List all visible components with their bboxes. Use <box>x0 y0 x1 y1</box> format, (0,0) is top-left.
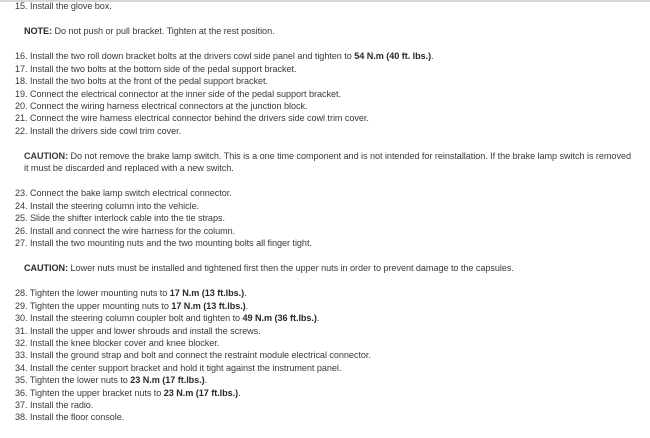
step-text: Install the glove box. <box>29 1 112 11</box>
step-text: Install the steering column into the vehicle. <box>29 200 200 211</box>
step-number: 21. <box>15 113 28 124</box>
step-number: 37. <box>15 399 28 410</box>
step-text: Install the ground strap and bolt and connect the restraint module electrical connector. <box>29 350 371 361</box>
torque-spec: 49 N.m (36 ft.lbs.) <box>242 313 317 324</box>
step-21 <box>15 112 645 124</box>
torque-spec: 23 N.m (17 ft.lbs.) <box>130 375 205 386</box>
step-27 <box>15 237 645 249</box>
step-text: Install the steering column coupler bolt and tighten to 49 N.m (36 ft.lbs.). <box>29 313 320 324</box>
step-text: Install the two bolts at the bottom side of the pedal support bracket. <box>29 63 297 74</box>
step-text: Install the upper and lower shrouds and install the screws. <box>29 325 261 336</box>
step-text: Install the radio. <box>29 399 94 410</box>
step-number: 33. <box>15 350 28 361</box>
note <box>15 25 645 37</box>
torque-spec: 17 N.m (13 ft.lbs.) <box>171 300 246 311</box>
step-text: Connect the wiring harness electrical connectors at the junction block. <box>29 100 308 111</box>
step-number: 16. <box>15 51 28 62</box>
step-number: 34. <box>15 362 28 373</box>
step-number: 36. <box>15 387 28 398</box>
step-29 <box>15 300 645 312</box>
step-number: 31. <box>15 325 28 336</box>
step-number: 19. <box>15 88 28 99</box>
step-number: 18. <box>15 76 28 87</box>
step-text: Install the two roll down bracket bolts at the drivers cowl side panel and tighten to 54 N.m (40 ft. lbs.). <box>29 51 434 62</box>
step-text: Tighten the upper bracket nuts to 23 N.m (17 ft.lbs.). <box>29 387 241 398</box>
step-number: 25. <box>15 213 28 224</box>
step-number: 38. <box>15 412 28 423</box>
step-text: Slide the shifter interlock cable into the tie straps. <box>29 213 225 224</box>
step-30 <box>15 312 645 324</box>
step-19 <box>15 88 645 100</box>
step-number: 17. <box>15 63 28 74</box>
step-text: Tighten the upper mounting nuts to 17 N.m (13 ft.lbs.). <box>29 300 249 311</box>
step-18 <box>15 75 645 87</box>
step-text: Install the center support bracket and hold it tight against the instrument panel. <box>29 362 342 373</box>
step-text: Tighten the lower mounting nuts to 17 N.m (13 ft.lbs.). <box>29 288 247 299</box>
caution-text: Do not remove the brake lamp switch. This is a one time component and is not intended for reinstallation. If the brake lamp switch is removed <box>68 150 631 161</box>
step-number: 23. <box>15 188 28 199</box>
step-24 <box>15 200 645 212</box>
torque-spec: 17 N.m (13 ft.lbs.) <box>169 288 245 299</box>
step-36 <box>15 387 645 399</box>
step-number: 32. <box>15 337 28 348</box>
step-number: 28. <box>15 288 28 299</box>
procedure-document <box>15 0 645 424</box>
step-22 <box>15 125 645 137</box>
caution-brake-lamp-switch <box>15 150 649 175</box>
step-20 <box>15 100 645 112</box>
step-28 <box>15 287 645 299</box>
step-text: Tighten the lower nuts to 23 N.m (17 ft.lbs.). <box>29 375 208 386</box>
caution-label: CAUTION: <box>24 150 69 161</box>
step-text: Connect the wire harness electrical connector behind the drivers side cowl trim cover. <box>29 113 369 124</box>
step-text: Connect the bake lamp switch electrical connector. <box>29 188 232 199</box>
step-text: Connect the electrical connector at the inner side of the pedal support bracket. <box>29 88 341 99</box>
caution-text: Lower nuts must be installed and tightened first then the upper nuts in order to prevent damage to the capsules. <box>68 263 514 274</box>
step-26 <box>15 225 645 237</box>
step-number: 22. <box>15 125 28 136</box>
step-17 <box>15 63 645 75</box>
step-15 <box>15 0 645 12</box>
torque-spec: 54 N.m (40 ft. lbs.) <box>354 51 432 62</box>
caution-lower-nuts <box>15 262 645 274</box>
step-34 <box>15 362 645 374</box>
caution-text-cont: it must be discarded and replaced with a new switch. <box>24 163 234 174</box>
step-text: Install the drivers side cowl trim cover. <box>29 125 182 136</box>
note-label: NOTE: <box>24 26 53 37</box>
step-text: Install the floor console. <box>29 412 125 423</box>
step-text: Install and connect the wire harness for the column. <box>29 225 236 236</box>
step-31 <box>15 325 645 337</box>
step-number: 27. <box>15 238 28 249</box>
caution-label: CAUTION: <box>24 263 69 274</box>
note-text: Do not push or pull bracket. Tighten at the rest position. <box>52 26 275 37</box>
step-number: 20. <box>15 100 28 111</box>
step-text: Install the knee blocker cover and knee blocker. <box>29 337 220 348</box>
step-number: 15. <box>15 1 28 11</box>
step-number: 35. <box>15 375 28 386</box>
step-text: Install the two mounting nuts and the two mounting bolts all finger tight. <box>29 238 312 249</box>
step-35 <box>15 374 645 386</box>
step-number: 30. <box>15 313 28 324</box>
step-37 <box>15 399 645 411</box>
step-32 <box>15 337 645 349</box>
step-number: 29. <box>15 300 28 311</box>
torque-spec: 23 N.m (17 ft.lbs.) <box>163 387 239 398</box>
step-text: Install the two bolts at the front of the pedal support bracket. <box>29 76 268 87</box>
step-number: 24. <box>15 200 28 211</box>
step-25 <box>15 212 645 224</box>
step-38 <box>15 411 645 423</box>
step-23 <box>15 187 645 199</box>
step-number: 26. <box>15 225 28 236</box>
step-16 <box>15 50 645 62</box>
step-33 <box>15 349 645 361</box>
